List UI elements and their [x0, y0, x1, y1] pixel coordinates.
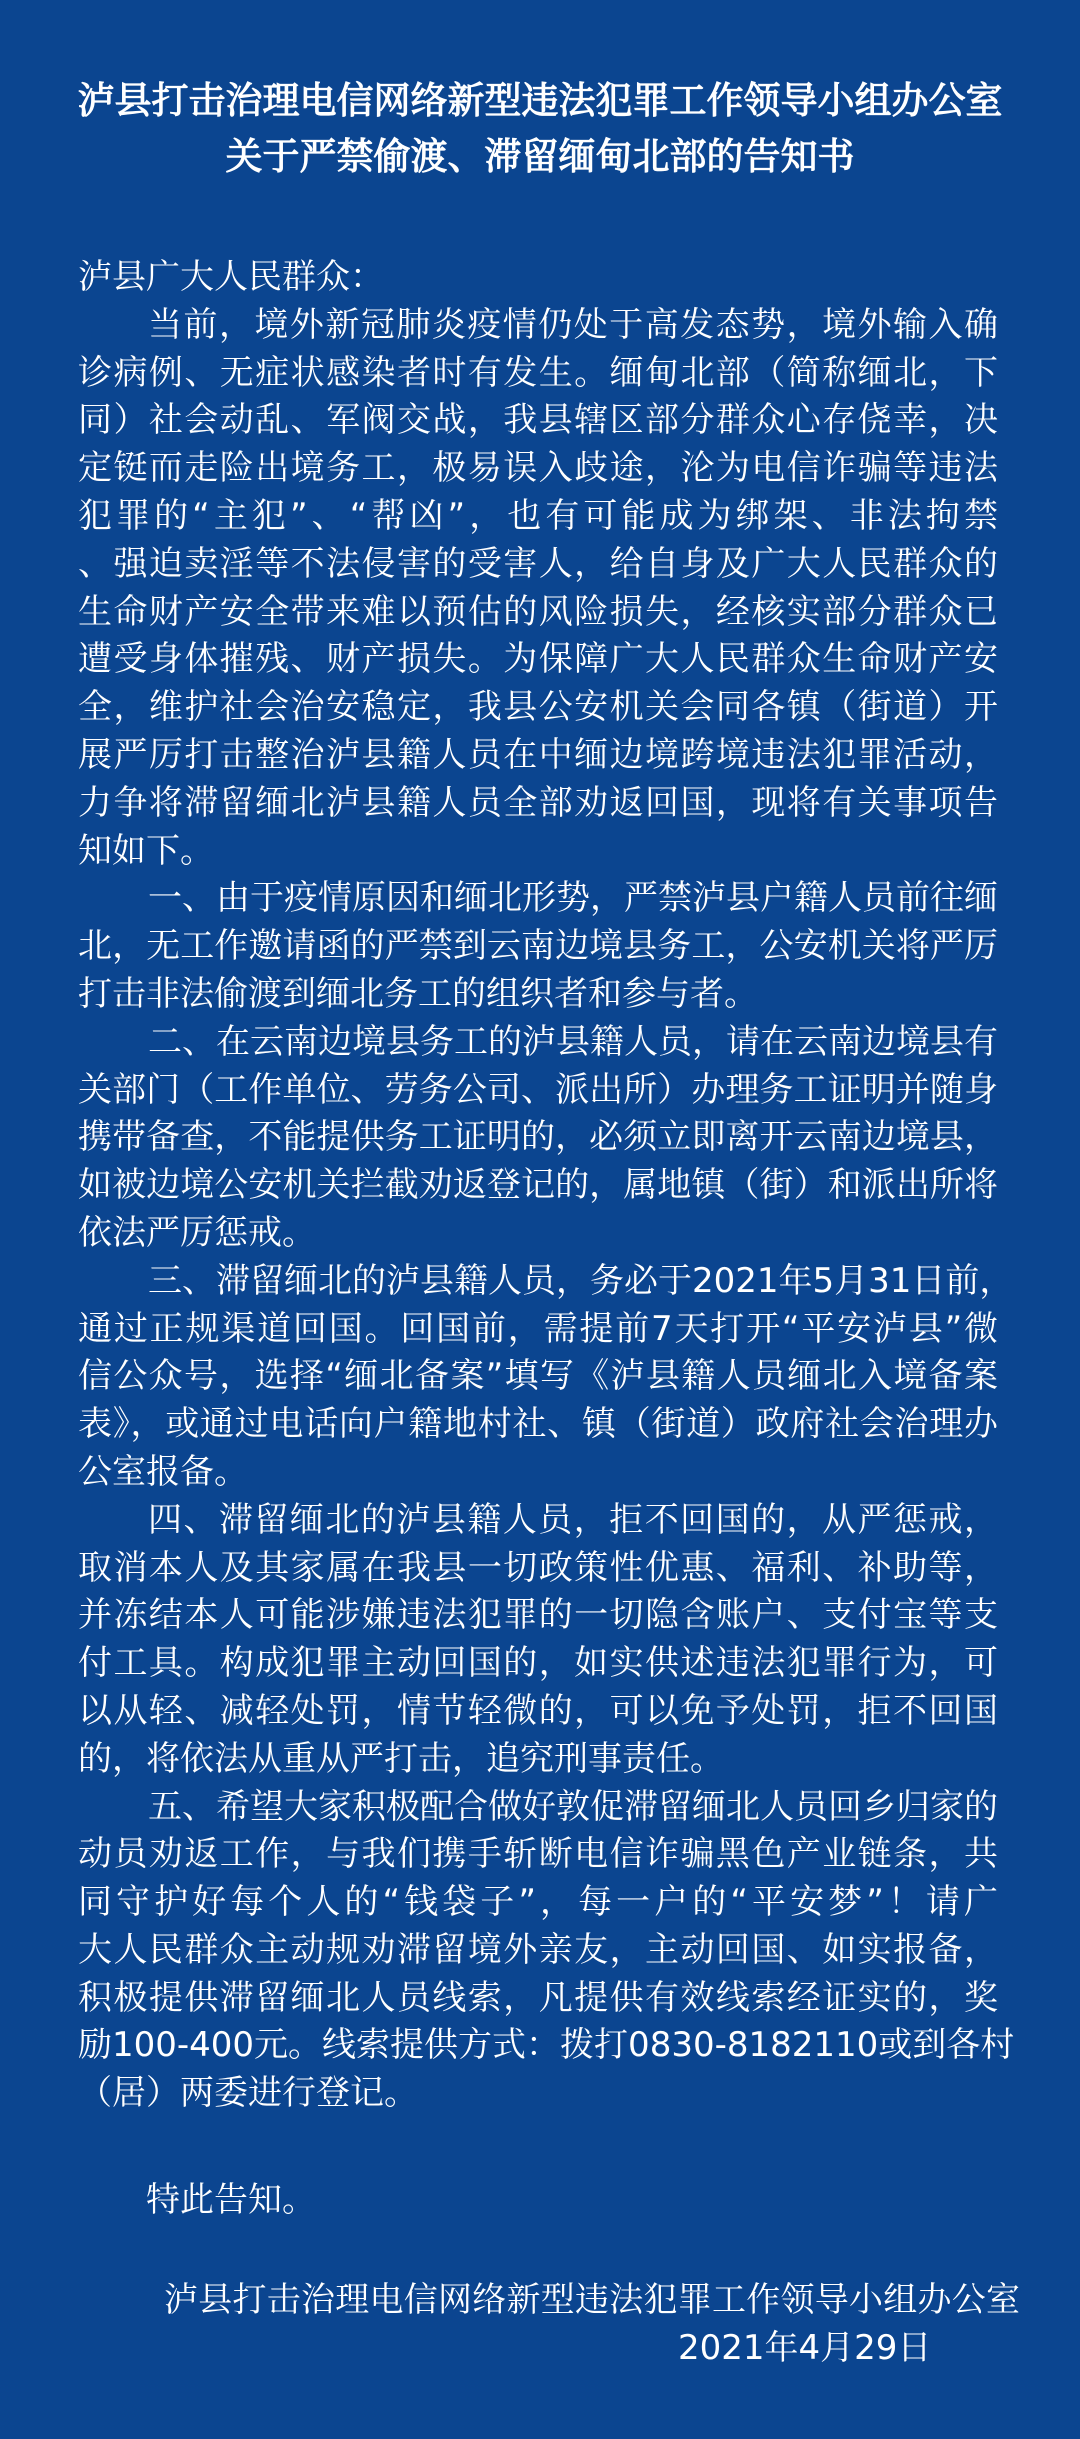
title-line-1: 泸县打击治理电信网络新型违法犯罪工作领导小组办公室: [77, 78, 1003, 122]
paragraph-line: 大人民群众主动规劝滞留境外亲友，主动回国、如实报备，: [78, 1929, 998, 1970]
paragraph-line: 、强迫卖淫等不法侵害的受害人，给自身及广大人民群众的: [78, 543, 998, 584]
paragraph-line: 携带备查，不能提供务工证明的，必须立即离开云南边境县，: [78, 1117, 998, 1158]
paragraph-line: 如被边境公安机关拦截劝返登记的，属地镇（街）和派出所将: [78, 1165, 998, 1206]
paragraph-line: 当前，境外新冠肺炎疫情仍处于高发态势，境外输入确: [148, 304, 998, 345]
paragraph-line: 知如下。: [78, 830, 214, 871]
paragraph-line: 三、滞留缅北的泸县籍人员，务必于2021年5月31日前，: [148, 1260, 1014, 1301]
paragraph-line: 一、由于疫情原因和缅北形势，严禁泸县户籍人员前往缅: [148, 878, 998, 919]
paragraph-line: 定铤而走险出境务工，极易误入歧途，沦为电信诈骗等违法: [78, 448, 998, 489]
paragraph-line: 的，将依法从重从严打击，追究刑事责任。: [78, 1738, 724, 1779]
paragraph-line: 二、在云南边境县务工的泸县籍人员，请在云南边境县有: [148, 1021, 998, 1062]
paragraph-line: 依法严厉惩戒。: [78, 1212, 316, 1253]
notice-title: [0, 72, 1080, 184]
paragraph-line: 关部门（工作单位、劳务公司、派出所）办理务工证明并随身: [78, 1069, 998, 1110]
signature-date: 2021年4月29日: [678, 2328, 932, 2368]
paragraph-3: [78, 1258, 1014, 1497]
paragraph-line: 打击非法偷渡到缅北务工的组织者和参与者。: [78, 973, 758, 1014]
paragraph-line: 励100-400元。线索提供方式：拨打0830-8182110或到各村: [78, 2025, 1015, 2066]
paragraph-line: 四、滞留缅北的泸县籍人员，拒不回国的，从严惩戒，: [148, 1499, 998, 1540]
signature-office: 泸县打击治理电信网络新型违法犯罪工作领导小组办公室: [164, 2280, 1020, 2320]
paragraph-line: 并冻结本人可能涉嫌违法犯罪的一切隐含账户、支付宝等支: [78, 1595, 998, 1636]
paragraph-line: 力争将滞留缅北泸县籍人员全部劝返回国，现将有关事项告: [78, 782, 998, 823]
paragraph-line: 公室报备。: [78, 1451, 248, 1492]
paragraph-5: [78, 1784, 1015, 2119]
notice-body: [78, 254, 1015, 2118]
closing-text: 特此告知。: [146, 2180, 316, 2220]
paragraph-line: 动员劝返工作，与我们携手斩断电信诈骗黑色产业链条，共: [78, 1834, 998, 1875]
paragraph-0: [78, 302, 998, 876]
paragraph-line: 北，无工作邀请函的严禁到云南边境县务工，公安机关将严厉: [78, 926, 998, 967]
paragraph-line: 以从轻、减轻处罚，情节轻微的，可以免予处罚，拒不回国: [78, 1690, 998, 1731]
title-line-2: 关于严禁偷渡、滞留缅甸北部的告知书: [225, 134, 855, 178]
paragraph-line: 诊病例、无症状感染者时有发生。缅甸北部（简称缅北，下: [78, 352, 998, 393]
paragraph-line: 积极提供滞留缅北人员线索，凡提供有效线索经证实的，奖: [78, 1977, 998, 2018]
greeting: 泸县广大人民群众：: [78, 257, 384, 297]
paragraph-line: 生命财产安全带来难以预估的风险损失，经核实部分群众已: [78, 591, 998, 632]
paragraph-line: 犯罪的“主犯”、“帮凶”，也有可能成为绑架、非法拘禁: [78, 495, 998, 536]
paragraph-line: 付工具。构成犯罪主动回国的，如实供述违法犯罪行为，可: [78, 1643, 998, 1684]
paragraph-line: 全，维护社会治安稳定，我县公安机关会同各镇（街道）开: [78, 687, 998, 728]
paragraph-4: [78, 1497, 998, 1784]
paragraph-line: （居）两委进行登记。: [78, 2073, 418, 2114]
paragraph-line: 展严厉打击整治泸县籍人员在中缅边境跨境违法犯罪活动，: [78, 734, 998, 775]
paragraph-2: [78, 1019, 998, 1258]
paragraph-1: [78, 875, 998, 1018]
paragraph-line: 同守护好每个人的“钱袋子”，每一户的“平安梦”！请广: [78, 1882, 998, 1923]
paragraph-line: 同）社会动乱、军阀交战，我县辖区部分群众心存侥幸，决: [78, 400, 998, 441]
paragraph-line: 取消本人及其家属在我县一切政策性优惠、福利、补助等，: [78, 1547, 998, 1588]
paragraph-line: 遭受身体摧残、财产损失。为保障广大人民群众生命财产安: [78, 639, 998, 680]
paragraph-line: 信公众号，选择“缅北备案”填写《泸县籍人员缅北入境备案: [78, 1356, 998, 1397]
paragraph-line: 通过正规渠道回国。回国前，需提前7天打开“平安泸县”微: [78, 1308, 998, 1349]
paragraph-line: 五、希望大家积极配合做好敦促滞留缅北人员回乡归家的: [148, 1786, 998, 1827]
paragraph-line: 表》，或通过电话向户籍地村社、镇（街道）政府社会治理办: [78, 1404, 998, 1445]
